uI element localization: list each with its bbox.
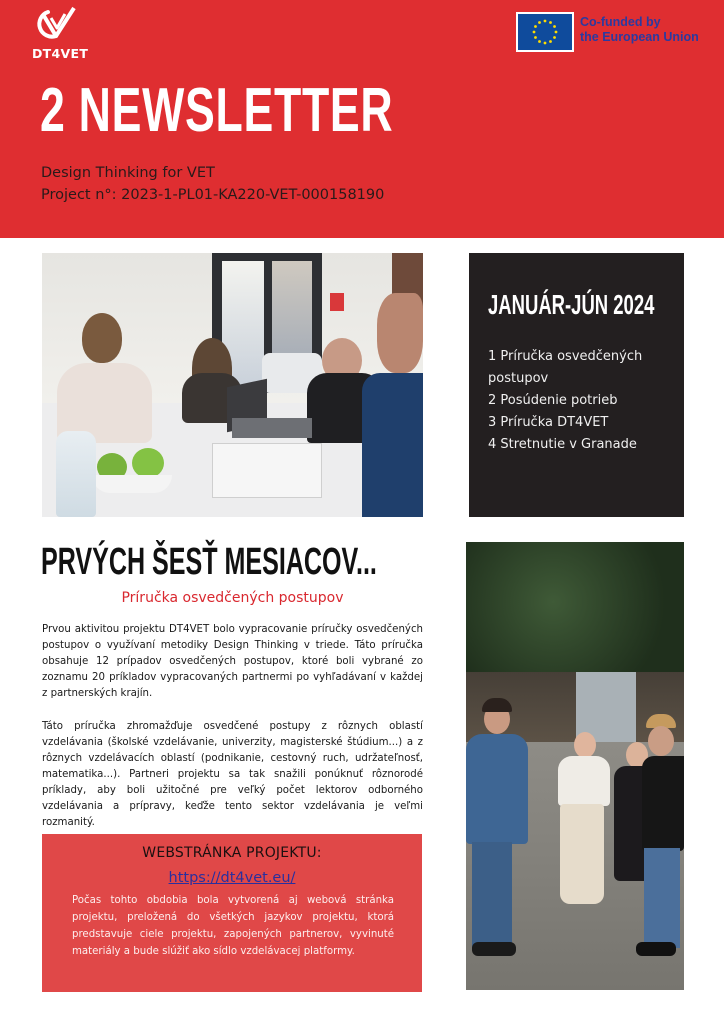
eu-star-icon	[533, 31, 536, 34]
meeting-photo	[42, 253, 423, 517]
eu-star-icon	[534, 25, 537, 28]
timeline-list	[488, 346, 678, 456]
logo-text: DT4VET	[32, 46, 89, 61]
eu-funding-line-2: the European Union	[580, 30, 699, 44]
website-link[interactable]: https://dt4vet.eu/	[168, 870, 296, 886]
article-paragraph: Prvou aktivitou projektu DT4VET bolo vypracovanie príručky osvedčených postupov o využívaní metodiky Design Thinking v triede. Táto príručka obsahuje 12 prípadov osvedčených postupov, ktoré boli vybrané zo zoznamu 20 príkladov vypracovaných partnermi po vyhľadávaní v každej z partnerských krajín.	[42, 624, 423, 699]
dt4vet-logo	[32, 6, 89, 62]
article-heading: PRVÝCH ŠESŤ MESIACOV...	[41, 541, 377, 583]
group-photo	[466, 542, 684, 990]
article-paragraph: Táto príručka zhromažďuje osvedčené postupy z rôznych oblastí vzdelávania (školské vzdelávanie, univerzity, magisterské štúdium...) a z rôznych vzdelávacích oblastí (podnikanie, cestovný ruch, udržateľnosť, matematika...). Partneri projektu sa tak snažili ponúknuť rôznorodé príklady, aby boli užitočné pre veľký počet lektorov odborného vzdelávania a prípravy, keďže tento sektor vzdelávania je veľmi rozmanitý.	[42, 721, 423, 828]
eu-star-icon	[553, 25, 556, 28]
eu-star-icon	[538, 21, 541, 24]
project-subtitle	[41, 162, 384, 206]
eu-star-icon	[534, 36, 537, 39]
timeline-item: 3 Príručka DT4VET	[488, 415, 609, 430]
article-subheading: Príručka osvedčených postupov	[121, 590, 344, 606]
project-number: Project n°: 2023-1-PL01-KA220-VET-000158190	[41, 187, 385, 203]
project-name: Design Thinking for VET	[41, 165, 215, 181]
eu-star-icon	[549, 40, 552, 43]
timeline-title: JANUÁR-JÚN 2024	[488, 289, 655, 320]
timeline-box	[469, 253, 684, 517]
eu-funding-text	[580, 15, 720, 45]
eu-star-icon	[544, 20, 547, 23]
eu-star-icon	[544, 42, 547, 45]
newsletter-title: 2 NEWSLETTER	[40, 76, 394, 145]
header-banner	[0, 0, 724, 238]
website-title: WEBSTRÁNKA PROJEKTU:	[142, 845, 322, 861]
timeline-item: 4 Stretnutie v Granade	[488, 437, 637, 452]
dt4vet-logo-icon	[34, 6, 78, 40]
website-box	[42, 834, 422, 992]
eu-star-icon	[553, 36, 556, 39]
eu-flag-icon	[516, 12, 574, 52]
website-description: Počas tohto obdobia bola vytvorená aj webová stránka projektu, preložená do všetkých jazykov projektu, ktorá predstavuje ciele projektu, zapojených partnerov, vyvinuté materiály a bude slúžiť ako sídlo vzdelávacej platformy.	[72, 895, 394, 957]
timeline-item: 2 Posúdenie potrieb	[488, 393, 618, 408]
timeline-item: 1 Príručka osvedčených postupov	[488, 349, 643, 386]
eu-star-icon	[549, 21, 552, 24]
eu-star-icon	[555, 31, 558, 34]
eu-funding-line-1: Co-funded by	[580, 15, 661, 29]
eu-star-icon	[538, 40, 541, 43]
